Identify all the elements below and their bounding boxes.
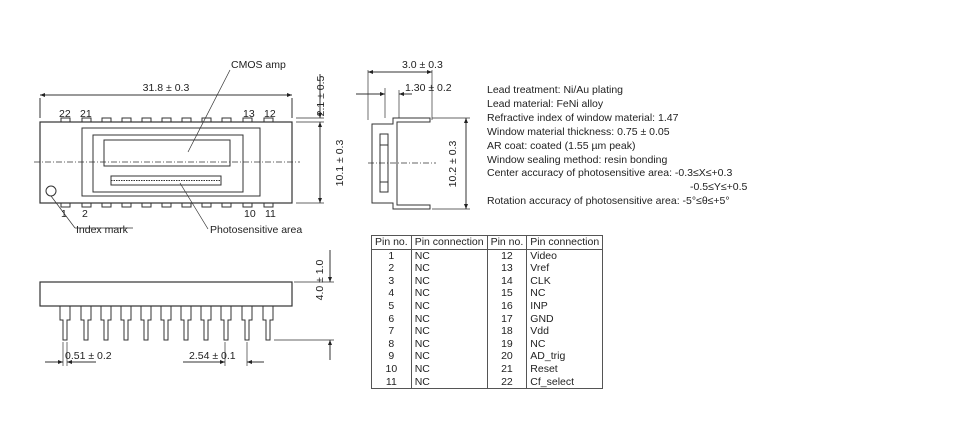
note-lead-material: Lead material: FeNi alloy (487, 97, 604, 110)
dim-lead-span: 10.2 ± 0.3 (447, 140, 459, 188)
note-center-accuracy-y: -0.5≤Y≤+0.5 (690, 181, 748, 194)
pin-no: 10 (372, 363, 412, 376)
package-body (40, 122, 292, 203)
pin-connection: NC (411, 338, 487, 351)
pin-connection: AD_trig (527, 350, 603, 363)
pin-no: 1 (372, 249, 412, 262)
pin-connection: NC (411, 287, 487, 300)
pin-no: 5 (372, 300, 412, 313)
dim-lead-pitch: 2.54 ± 0.1 (189, 350, 236, 362)
pin-label-11: 11 (265, 208, 276, 220)
pin-no: 4 (372, 287, 412, 300)
pin-no: 8 (372, 338, 412, 351)
pin-connection: NC (527, 287, 603, 300)
pin-no: 15 (487, 287, 527, 300)
dim-lead-protrusion: 2.1 ± 0.5 (315, 75, 327, 117)
pin-label-13: 13 (243, 108, 255, 120)
table-row (372, 338, 603, 351)
front-leads (60, 306, 273, 340)
table-row (372, 350, 603, 363)
table-row (372, 313, 603, 326)
pin-connection: INP (527, 300, 603, 313)
table-row (372, 249, 603, 262)
pin-connection: CLK (527, 275, 603, 288)
pin-no: 14 (487, 275, 527, 288)
dim-side-thickness: 3.0 ± 0.3 (402, 59, 443, 71)
note-rotation-accuracy: Rotation accuracy of photosensitive area: -5°≤θ≤+5° (487, 195, 730, 208)
pin-connection: NC (411, 300, 487, 313)
note-ar-coat: AR coat: coated (1.55 µm peak) (487, 139, 636, 152)
pin-no: 7 (372, 325, 412, 338)
pin-connection: NC (411, 376, 487, 389)
note-window-thickness: Window material thickness: 0.75 ± 0.05 (487, 125, 670, 138)
pin-label-22: 22 (59, 108, 71, 120)
front-body (40, 282, 292, 306)
pin-no: 9 (372, 350, 412, 363)
bottom-lead-stubs (61, 203, 273, 207)
note-window-sealing: Window sealing method: resin bonding (487, 153, 668, 166)
specification-notes (487, 84, 747, 209)
pin-no: 6 (372, 313, 412, 326)
pin-label-10: 10 (244, 208, 256, 220)
header-pin-no: Pin no. (487, 236, 527, 250)
pin-connection: Cf_select (527, 376, 603, 389)
index-mark-circle (46, 186, 56, 196)
pin-connection: GND (527, 313, 603, 326)
table-row (372, 300, 603, 313)
pin-connection: NC (527, 338, 603, 351)
pin-connection-table (371, 235, 603, 389)
pin-table-header (372, 236, 603, 250)
pin-connection: NC (411, 350, 487, 363)
pin-label-1: 1 (61, 208, 67, 220)
table-row (372, 262, 603, 275)
pin-no: 18 (487, 325, 527, 338)
pin-no: 22 (487, 376, 527, 389)
pin-no: 13 (487, 262, 527, 275)
pin-no: 17 (487, 313, 527, 326)
dim-lead-width: 0.51 ± 0.2 (65, 350, 112, 362)
header-pin-connection: Pin connection (527, 236, 603, 250)
pin-label-2: 2 (82, 208, 88, 220)
pin-connection: Vdd (527, 325, 603, 338)
pin-no: 11 (372, 376, 412, 389)
table-row (372, 287, 603, 300)
dim-body-width: 10.1 ± 0.3 (334, 139, 346, 187)
pin-no: 20 (487, 350, 527, 363)
pin-connection: NC (411, 275, 487, 288)
label-index-mark: Index mark (76, 224, 128, 236)
pin-connection: NC (411, 249, 487, 262)
label-photosensitive-area: Photosensitive area (210, 224, 303, 236)
table-row (372, 325, 603, 338)
pin-connection: Vref (527, 262, 603, 275)
pin-connection: Reset (527, 363, 603, 376)
pin-no: 12 (487, 249, 527, 262)
pin-connection: NC (411, 363, 487, 376)
pin-label-21: 21 (80, 108, 92, 120)
note-lead-treatment: Lead treatment: Ni/Au plating (487, 84, 623, 96)
note-center-accuracy-x: Center accuracy of photosensitive area: -0.3≤X≤+0.3 (487, 167, 733, 180)
pin-no: 16 (487, 300, 527, 313)
dim-overall-length: 31.8 ± 0.3 (142, 82, 190, 94)
pin-no: 3 (372, 275, 412, 288)
pin-label-12: 12 (264, 108, 276, 120)
dim-lead-height: 4.0 ± 1.0 (314, 259, 326, 301)
pin-connection: NC (411, 325, 487, 338)
pin-no: 19 (487, 338, 527, 351)
table-row (372, 376, 603, 389)
side-body (372, 118, 430, 209)
header-pin-connection: Pin connection (411, 236, 487, 250)
front-view (40, 250, 334, 366)
header-pin-no: Pin no. (372, 236, 412, 250)
pin-no: 21 (487, 363, 527, 376)
pin-no: 2 (372, 262, 412, 275)
note-refractive-index: Refractive index of window material: 1.47 (487, 111, 679, 124)
dim-side-step: 1.30 ± 0.2 (405, 82, 452, 94)
pin-connection: NC (411, 262, 487, 275)
pin-connection: NC (411, 313, 487, 326)
label-cmos-amp: CMOS amp (231, 59, 286, 71)
table-row (372, 275, 603, 288)
pin-connection: Video (527, 249, 603, 262)
table-row (372, 363, 603, 376)
